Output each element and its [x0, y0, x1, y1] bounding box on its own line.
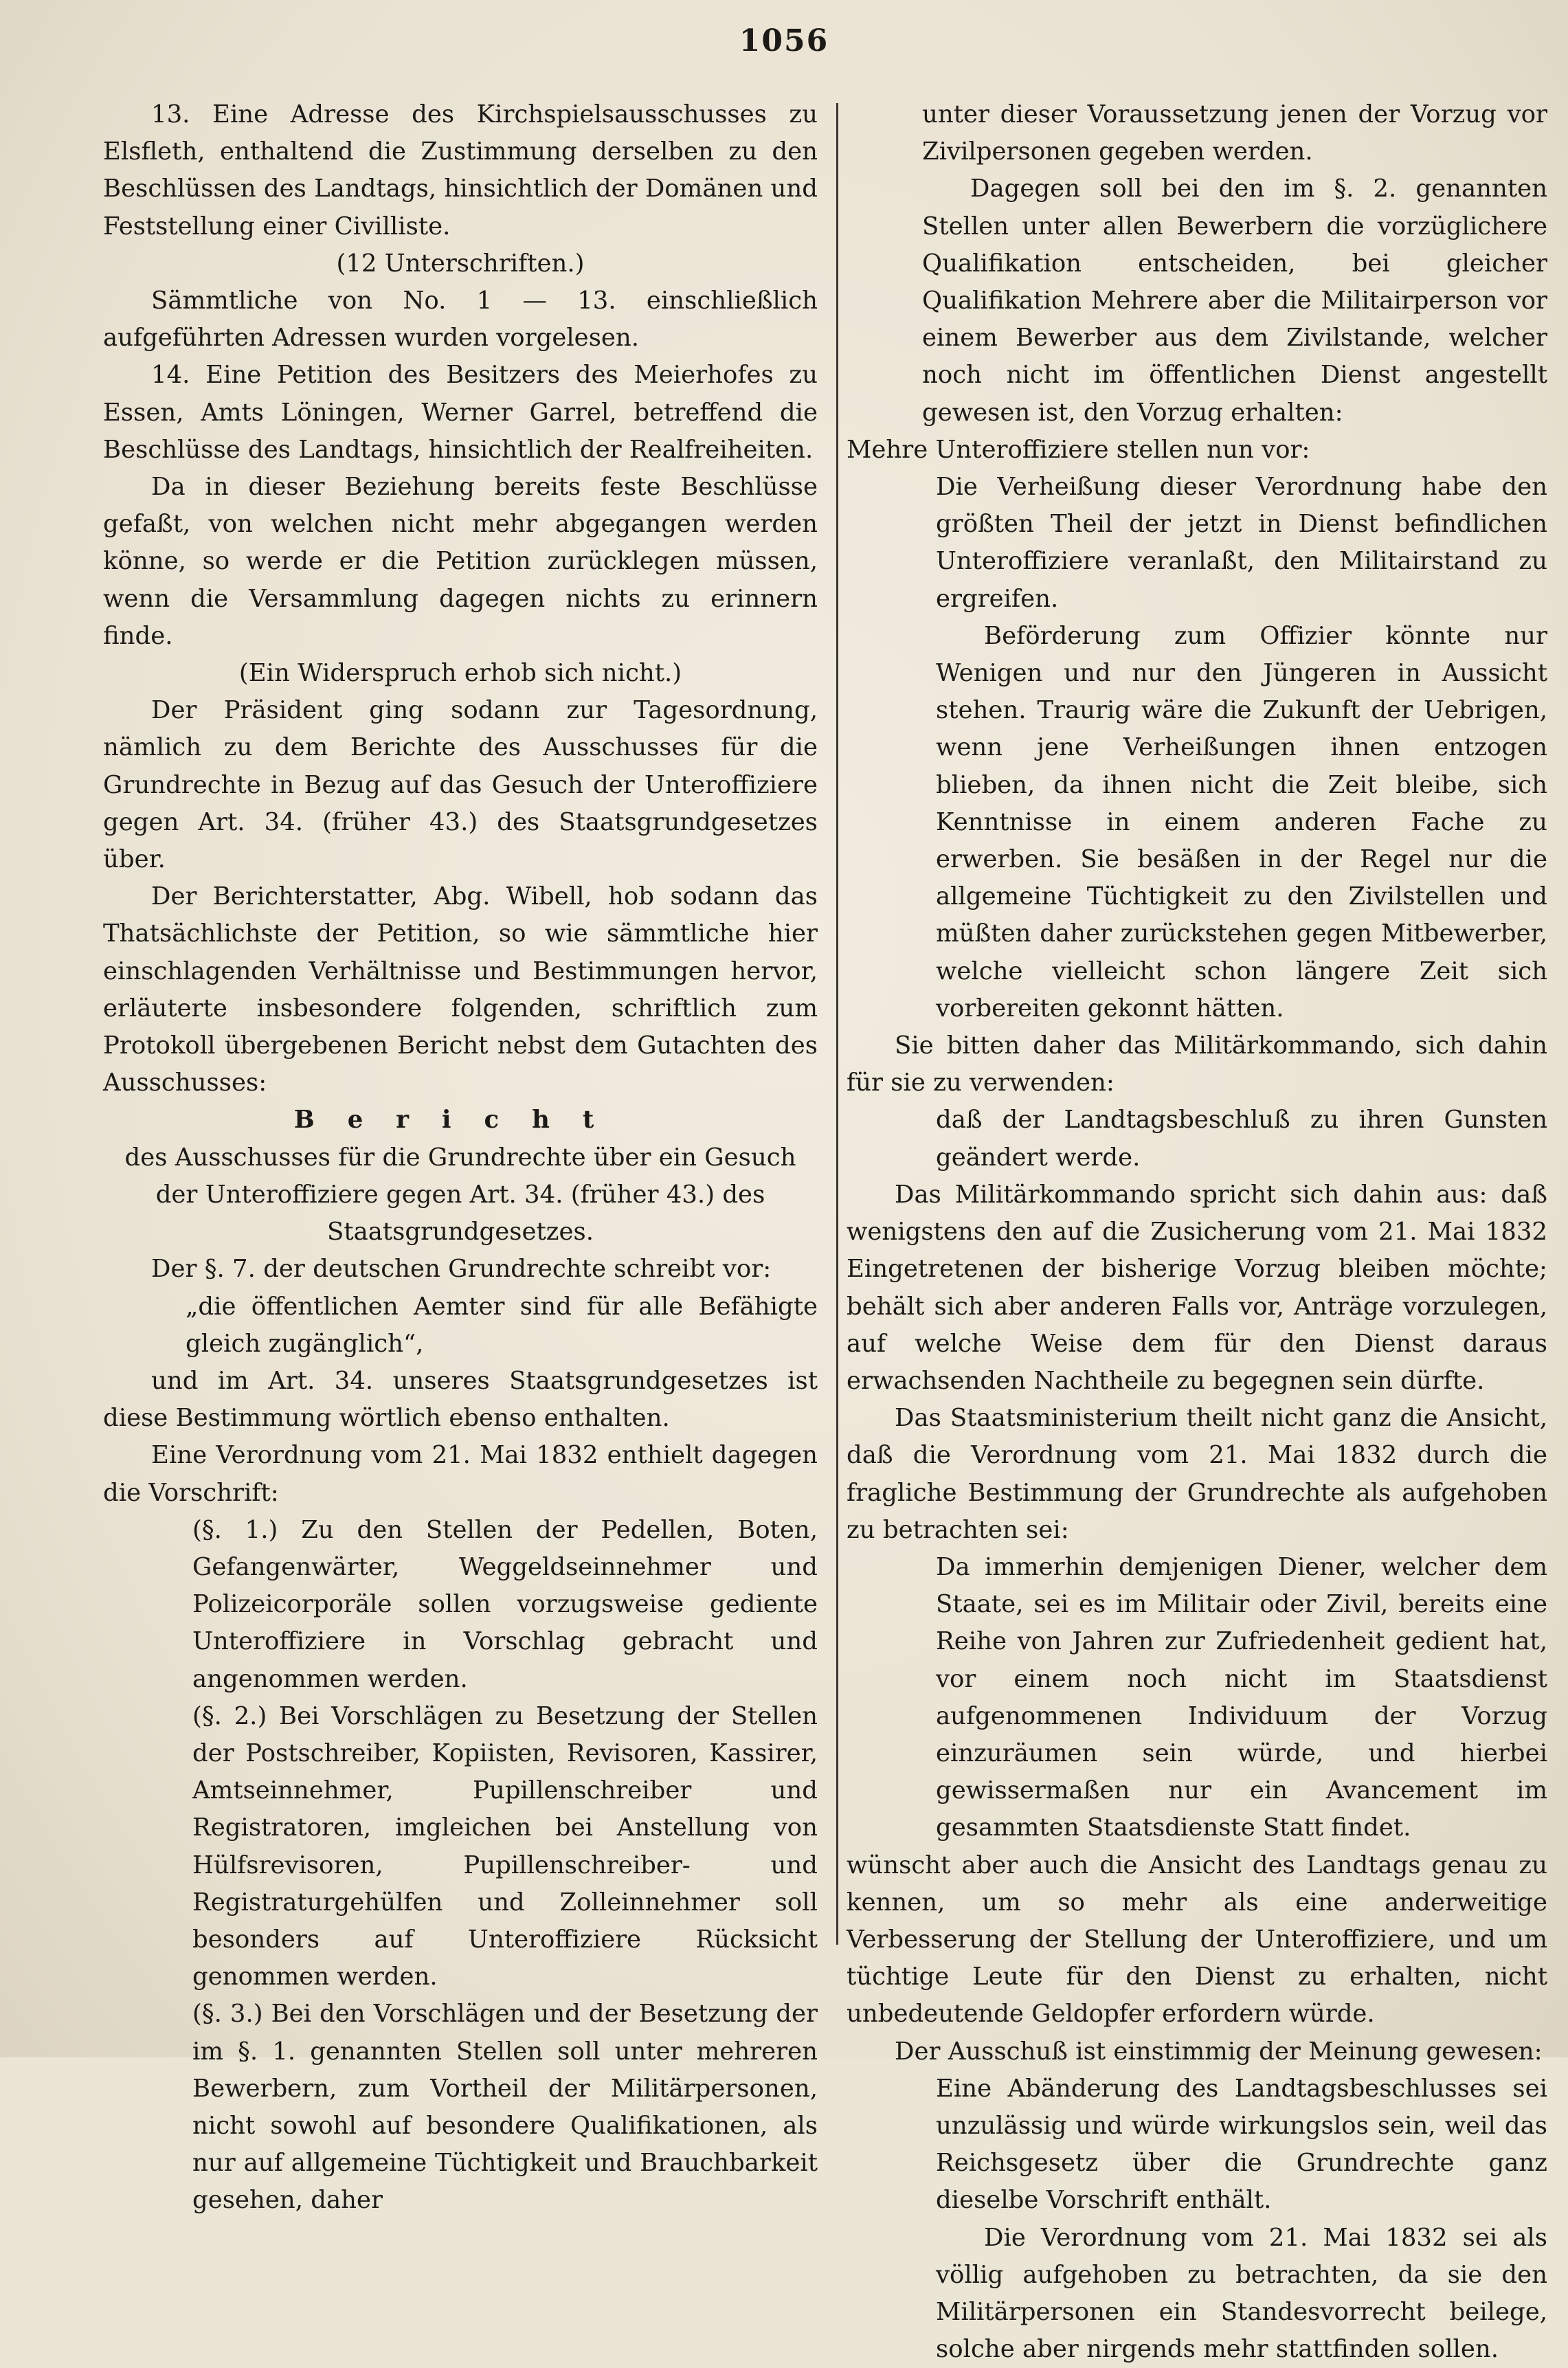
paragraph-l14: Eine Verordnung vom 21. Mai 1832 enthielt dagegen die Vorschrift:: [103, 1441, 818, 1507]
paragraph-l2: (12 Unterschriften.): [336, 249, 585, 278]
paragraph-l11: Der §. 7. der deutschen Grundrechte schreibt vor:: [151, 1255, 772, 1284]
paragraph-l16: (§. 2.) Bei Vorschlägen zu Besetzung der Stellen der Postschreiber, Kopiisten, Revisoren, Kassirer, Amtseinnehmer, Pupillenschreiber und Registratoren, imgleichen bei Anstellung von Hülfsrevisoren, Pupillenschreiber- und Registraturgehülfen und Zolleinnehmer soll besonders auf Unteroffiziere Rücksicht genommen werden.: [192, 1701, 818, 1991]
paragraph-r11: wünscht aber auch die Ansicht des Landtags genau zu kennen, um so mehr als eine anderweitige Verbesserung der Stellung der Unteroffiziere, und um tüchtige Leute für den Dienst zu erhalten, nicht unbedeutende Geldopfer erfordern würde.: [847, 1851, 1547, 2029]
paragraph-l1: 13. Eine Adresse des Kirchspielsausschusses zu Elsfleth, enthaltend die Zustimmung derselben zu den Beschlüssen des Landtags, hinsichtlich der Domänen und Feststellung einer Civilliste.: [103, 100, 818, 241]
paragraph-l6: (Ein Widerspruch erhob sich nicht.): [238, 659, 682, 688]
paragraph-r3: Mehre Unteroffiziere stellen nun vor:: [847, 435, 1310, 464]
paragraph-l9: Bericht: [293, 1106, 627, 1135]
left-column: [103, 96, 818, 2220]
column-divider: [836, 103, 838, 1945]
paragraph-r5: Beförderung zum Offizier könnte nur Wenigen und nur den Jüngeren in Aussicht stehen. Traurig wäre die Zukunft der Uebrigen, wenn jene Verheißungen ihnen entzogen blieben, da ihnen nicht die Zeit bleibe, sich Kenntnisse in einem anderen Fache zu erwerben. Sie besäßen in der Regel nur die allgemeine Tüchtigkeit zu den Zivilstellen und müßten daher zurückstehen gegen Mitbewerber, welche vielleicht schon längere Zeit sich vorbereiten gekonnt hätten.: [936, 621, 1547, 1023]
paragraph-r14: Die Verordnung vom 21. Mai 1832 sei als völlig aufgehoben zu betrachten, da sie den Militärpersonen ein Standesvorrecht beilege, solche aber nirgends mehr stattfinden sollen.: [936, 2223, 1547, 2364]
page-number: 1056: [739, 23, 829, 58]
paragraph-l4: 14. Eine Petition des Besitzers des Meierhofes zu Essen, Amts Löningen, Werner Garrel, betreffend die Beschlüsse des Landtags, hinsichtlich der Realfreiheiten.: [103, 361, 818, 464]
paragraph-r8: Das Militärkommando spricht sich dahin aus: daß wenigstens den auf die Zusicherung vom 21. Mai 1832 Eingetretenen der bisherige Vorzug bleiben möchte; behält sich aber anderen Falls vor, Anträge vorzulegen, auf welche Weise dem für den Dienst daraus erwachsenden Nachtheile zu begegnen sein dürfte.: [847, 1180, 1547, 1395]
paragraph-r6: Sie bitten daher das Militärkommando, sich dahin für sie zu verwenden:: [847, 1031, 1547, 1097]
paragraph-r9: Das Staatsministerium theilt nicht ganz die Ansicht, daß die Verordnung vom 21. Mai 1832 durch die fragliche Bestimmung der Grundrechte als aufgehoben zu betrachten sei:: [847, 1404, 1547, 1544]
paragraph-l15: (§. 1.) Zu den Stellen der Pedellen, Boten, Gefangenwärter, Weggeldseinnehmer und Polizeicorporäle sollen vorzugsweise gediente Unteroffiziere in Vorschlag gebracht und angenommen werden.: [192, 1515, 818, 1693]
paragraph-r13: Eine Abänderung des Landtagsbeschlusses sei unzulässig und würde wirkungslos sein, weil das Reichsgesetz über die Grundrechte ganz dieselbe Vorschrift enthält.: [936, 2074, 1547, 2215]
paragraph-r7: daß der Landtagsbeschluß zu ihren Gunsten geändert werde.: [936, 1106, 1547, 1172]
paragraph-l8: Der Berichterstatter, Abg. Wibell, hob sodann das Thatsächlichste der Petition, so wie sämmtliche hier einschlagenden Verhältnisse und Bestimmungen hervor, erläuterte insbesondere folgenden, schriftlich zum Protokoll übergebenen Bericht nebst dem Gutachten des Ausschusses:: [103, 882, 818, 1097]
paragraph-r12: Der Ausschuß ist einstimmig der Meinung gewesen:: [895, 2037, 1543, 2066]
paragraph-l13: und im Art. 34. unseres Staatsgrundgesetzes ist diese Bestimmung wörtlich ebenso enthalten.: [103, 1366, 818, 1433]
paragraph-l3: Sämmtliche von No. 1 — 13. einschließlich aufgeführten Adressen wurden vorgelesen.: [103, 287, 818, 353]
paragraph-r2: Dagegen soll bei den im §. 2. genannten Stellen unter allen Bewerbern die vorzüglichere Qualifikation entscheiden, bei gleicher Qualifikation Mehrere aber die Militairperson vor einem Bewerber aus dem Zivilstande, welcher noch nicht im öffentlichen Dienst angestellt gewesen ist, den Vorzug erhalten:: [922, 175, 1547, 427]
paragraph-l12: „die öffentlichen Aemter sind für alle Befähigte gleich zugänglich“,: [186, 1292, 818, 1358]
right-column: [847, 96, 1547, 2368]
paragraph-r10: Da immerhin demjenigen Diener, welcher dem Staate, sei es im Militair oder Zivil, bereits eine Reihe von Jahren zur Zufriedenheit gedient hat, vor einem noch nicht im Staatsdienst aufgenommenen Individuum der Vorzug einzuräumen sein würde, und hierbei gewissermaßen nur ein Avancement im gesammten Staatsdienste Statt findet.: [936, 1552, 1547, 1842]
paragraph-l5: Da in dieser Beziehung bereits feste Beschlüsse gefaßt, von welchen nicht mehr abgegangen werden könne, so werde er die Petition zurücklegen müssen, wenn die Versammlung dagegen nichts zu erinnern finde.: [103, 473, 818, 650]
paragraph-l10: des Ausschusses für die Grundrechte über ein Gesuch der Unteroffiziere gegen Art. 34. (früher 43.) des Staatsgrundgesetzes.: [124, 1143, 796, 1247]
paragraph-r4: Die Verheißung dieser Verordnung habe den größten Theil der jetzt in Dienst befindlichen Unteroffiziere veranlaßt, den Militairstand zu ergreifen.: [936, 473, 1547, 613]
paragraph-l7: Der Präsident ging sodann zur Tagesordnung, nämlich zu dem Berichte des Ausschusses für die Grundrechte in Bezug auf das Gesuch der Unteroffiziere gegen Art. 34. (früher 43.) des Staatsgrundgesetzes über.: [103, 696, 818, 874]
paragraph-r1: unter dieser Voraussetzung jenen der Vorzug vor Zivilpersonen gegeben werden.: [922, 100, 1547, 166]
paragraph-l17: (§. 3.) Bei den Vorschlägen und der Besetzung der im §. 1. genannten Stellen soll unter mehreren Bewerbern, zum Vortheil der Militärpersonen, nicht sowohl auf besondere Qualifikationen, als nur auf allgemeine Tüchtigkeit und Brauchbarkeit gesehen, daher: [192, 2000, 818, 2215]
